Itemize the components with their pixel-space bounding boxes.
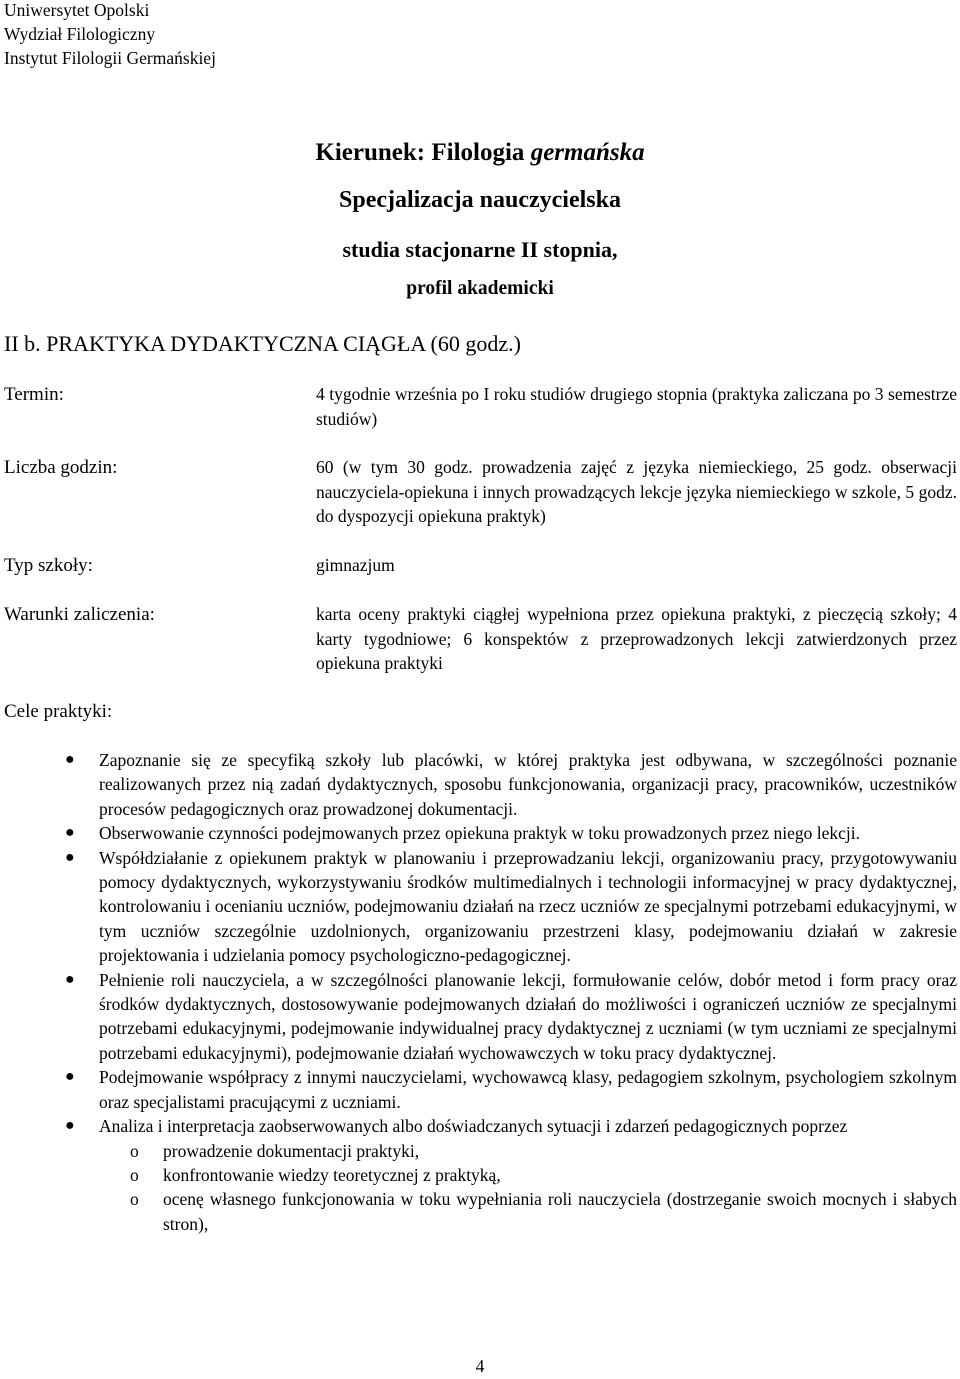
study-mode-title: studia stacjonarne II stopnia, <box>342 237 618 262</box>
goal-item: ● Podejmowanie współpracy z innymi nauczycielami, wychowawcą klasy, pedagogiem szkolnym, psychologiem szkolnym oraz specjalistami pracującymi z uczniami. <box>65 1067 957 1112</box>
page-number: 4 <box>475 1356 485 1376</box>
sub-item: o ocenę własnego funkcjonowania w toku wypełniania roli nauczyciela (dostrzeganie swoich mocnych i słabych stron), <box>130 1189 957 1234</box>
circle-bullet-icon: o <box>130 1164 139 1185</box>
term-value: 4 tygodnie września po I roku studiów drugiego stopnia (praktyka zaliczana po 3 semestrze studiów) <box>316 384 957 429</box>
bullet-icon: ● <box>65 751 75 768</box>
bullet-icon: ● <box>65 1117 75 1135</box>
school-type-label: Typ szkoły: <box>4 555 93 576</box>
goals-list <box>0 748 957 1236</box>
field-italic: germańska <box>530 139 645 166</box>
circle-bullet-icon: o <box>130 1140 139 1161</box>
specialization-title: Specjalizacja nauczycielska <box>339 187 621 213</box>
hours-label: Liczba godzin: <box>4 457 118 478</box>
goal-item: ● Obserwowanie czynności podejmowanych przez opiekuna praktyk w toku prowadzonych przez niego lekcji. <box>0 821 957 845</box>
hours-value: 60 (w tym 30 godz. prowadzenia zajęć z języka niemieckiego, 25 godz. obserwacji nauczyciela-opiekuna i innych prowadzących lekcje języka niemieckiego w szkole, 5 godz. do dyspozycji opiekuna praktyk) <box>316 457 957 526</box>
faculty-name: Wydział Filologiczny <box>4 24 156 44</box>
sub-item: o konfrontowanie wiedzy teoretycznej z praktyką, <box>99 1163 957 1187</box>
goal-item: ● Analiza i interpretacja zaobserwowanych albo doświadczanych sytuacji i zdarzeń pedagogicznych poprzez o prowadzenie dokumentacji praktyki, o konfrontowanie wiedzy teoretycznej z praktyką, o ocenę własnego funkcjonowania w toku wypełniania roli nauczyciela (dostrzeganie swoich mocnych i słabych stron), <box>0 1114 957 1236</box>
bullet-icon: ● <box>65 824 75 842</box>
term-label: Termin: <box>4 384 64 405</box>
goals-title: Cele praktyki: <box>4 701 113 722</box>
institute-name: Instytut Filologii Germańskiej <box>4 48 216 68</box>
section-title: II b. PRAKTYKA DYDAKTYCZNA CIĄGŁA (60 godz.) <box>4 331 521 356</box>
school-type-value: gimnazjum <box>316 555 395 575</box>
goal-item: ● Zapoznanie się ze specyfiką szkoły lub placówki, w której praktyka jest odbywana, w szczególności poznanie realizowanych przez nią zadań dydaktycznych, sposobu funkcjonowania, organizacji pracy, pracowników, uczestników procesów pedagogicznych oraz prowadzonej dokumentacji. <box>65 750 957 819</box>
sub-list <box>0 1139 957 1237</box>
goal-item: ● Współdziałanie z opiekunem praktyk w planowaniu i przeprowadzaniu lekcji, organizowaniu pracy, przygotowywaniu pomocy dydaktycznych, wykorzystywaniu środków multimedialnych i technologii informacyjnej w pracy dydaktycznej, kontrolowaniu i ocenianiu uczniów, podejmowaniu działań na rzecz uczniów ze specjalnymi potrzebami edukacyjnymi, w tym uczniów szczególnie uzdolnionych, organizowaniu przestrzeni klasy, podejmowaniu działań w zakresie projektowania i udzielania pomocy psychologiczno-pedagogicznej. <box>65 847 957 966</box>
field-of-study-title <box>0 138 960 168</box>
conditions-value: karta oceny praktyki ciągłej wypełniona przez opiekuna praktyki, z pieczęcią szkoły; 4 karty tygodniowe; 6 konspektów z przeprowadzonych lekcji zatwierdzonych przez opiekuna praktyki <box>316 604 957 673</box>
bullet-icon: ● <box>65 970 75 988</box>
profile-title: profil akademicki <box>406 278 554 299</box>
field-prefix: Kierunek: Filologia <box>315 139 531 166</box>
bullet-icon: ● <box>65 848 75 866</box>
goal-item: ● Pełnienie roli nauczyciela, a w szczególności planowanie lekcji, formułowanie celów, dobór metod i form pracy oraz środków dydaktycznych, dostosowywanie podejmowanych działań do możliwości i ograniczeń uczniów ze specjalnymi potrzebami edukacyjnymi, podejmowanie indywidualnej pracy dydaktycznej z uczniami (w tym uczniami ze specjalnymi potrzebami edukacyjnymi), podejmowanie działań wychowawczych w toku pracy dydaktycznej. <box>65 969 957 1063</box>
conditions-label: Warunki zaliczenia: <box>4 604 155 625</box>
sub-item: o prowadzenie dokumentacji praktyki, <box>99 1139 957 1163</box>
circle-bullet-icon: o <box>130 1189 139 1210</box>
institution-header <box>4 0 216 70</box>
bullet-icon: ● <box>65 1068 75 1086</box>
university-name: Uniwersytet Opolski <box>4 0 150 20</box>
